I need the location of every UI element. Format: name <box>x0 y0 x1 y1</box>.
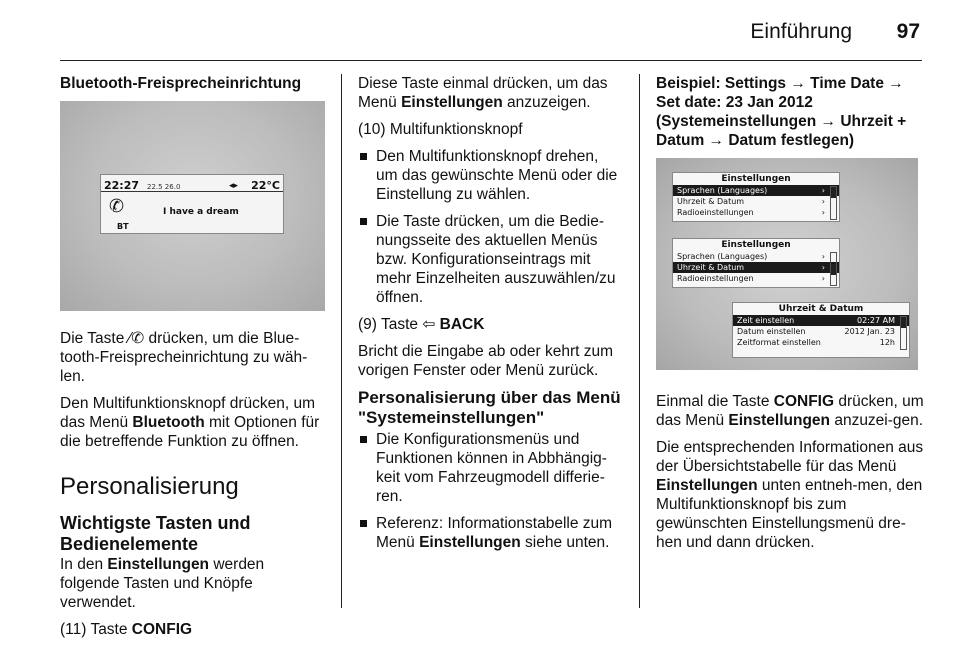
paragraph: Den Multifunktionsknopf drücken, um das Menü Bluetooth mit Optionen für die betreffende Funktion zu öffnen. <box>60 395 320 450</box>
subheading: Personalisierung über das Menü "Systemeinstellungen" <box>358 388 621 427</box>
menu-row: Uhrzeit & Datum › <box>673 262 839 273</box>
chapter-heading: Personalisierung <box>60 473 239 500</box>
back-arrow-icon: ⇦ <box>422 316 436 333</box>
column-3 <box>656 74 926 560</box>
paragraph: Bricht die Eingabe ab oder kehrt zum vorigen Fenster oder Menü zurück. <box>358 343 614 379</box>
chevron-right-icon: › <box>821 208 825 217</box>
volume-indicator-icon: ◂▸ <box>229 181 239 191</box>
menu-row: Zeit einstellen 02:27 AM <box>733 315 909 326</box>
display-time: 22:27 <box>104 179 140 192</box>
paragraph: (11) Taste CONFIG <box>60 621 193 638</box>
list-item: Die Konfigurationsmenüs und Funktionen können in Abbhängig-keit vom Fahrzeugmodell differie-ren. <box>358 430 624 506</box>
lcd-display <box>100 174 284 234</box>
page-header <box>60 0 922 61</box>
menu-row: Uhrzeit & Datum › <box>677 197 825 206</box>
header-title: Einführung <box>750 20 852 43</box>
column-2 <box>358 74 624 560</box>
menu-row: Radioeinstellungen › <box>677 274 825 283</box>
example-heading: Beispiel: Settings → Time Date → Set date: 23 Jan 2012 (Systemeinstellungen → Uhrzeit + Datum → Datum festlegen) <box>656 75 907 149</box>
page-number: 97 <box>896 20 920 43</box>
paragraph: Die entsprechenden Informationen aus der Übersichtstabelle für das Menü Einstellungen unten entneh-men, den Multifunktionsknopf bis zum gewünschten Einstellungsmenü dre-hen und dann drücken. <box>656 439 924 551</box>
display-temperature: 22°C <box>251 179 280 192</box>
column-1 <box>60 74 325 647</box>
scrollbar <box>830 186 837 220</box>
chevron-right-icon: › <box>821 252 825 261</box>
column-divider <box>639 74 640 608</box>
settings-menu-1: Einstellungen Sprachen (Languages) › Uhrzeit & Datum › Radioeinstellungen › <box>672 172 840 222</box>
menu-row: Sprachen (Languages) › <box>673 185 839 196</box>
menu-row: Radioeinstellungen › <box>677 208 825 217</box>
paragraph: Einmal die Taste CONFIG drücken, um das Menü Einstellungen anzuzei-gen. <box>656 393 924 429</box>
display-bt-label: BT <box>117 222 129 231</box>
menu-row: Sprachen (Languages) › <box>677 252 825 261</box>
scrollbar <box>830 252 837 286</box>
chevron-right-icon: › <box>821 197 825 206</box>
paragraph: Diese Taste einmal drücken, um das Menü Einstellungen anzuzeigen. <box>358 75 608 111</box>
section-heading: Bluetooth-Freisprecheinrichtung <box>60 75 302 92</box>
chevron-right-icon: › <box>821 274 825 283</box>
menu-screens-photo <box>656 158 918 370</box>
display-song: I have a dream <box>163 207 239 217</box>
display-photo <box>60 101 325 311</box>
paragraph: (9) Taste ⇦ BACK <box>358 316 485 333</box>
menu-row: Zeitformat einstellen 12h <box>737 338 895 347</box>
scrollbar <box>900 316 907 350</box>
list-item: Die Taste drücken, um die Bedie-nungsseite des aktuellen Menüs bzw. Konfigurationseintrags mit mehr Einzelheiten auszuwählen/zu öffnen. <box>358 212 624 307</box>
list-item: Den Multifunktionsknopf drehen, um das gewünschte Menü oder die Einstellung zu wählen. <box>358 147 624 204</box>
menu-row: Datum einstellen 2012 Jan. 23 <box>737 327 895 336</box>
paragraph: Die Taste ⁄✆ drücken, um die Blue-tooth-Freisprecheinrichtung zu wäh-len. <box>60 330 308 385</box>
column-divider <box>341 74 342 608</box>
list-item: Referenz: Informationstabelle zum Menü Einstellungen siehe unten. <box>358 514 624 552</box>
time-date-menu: Uhrzeit & Datum Zeit einstellen 02:27 AM Datum einstellen 2012 Jan. 23 Zeitformat einstellen 12h <box>732 302 910 358</box>
paragraph: (10) Multifunktionsknopf <box>358 121 523 138</box>
chevron-right-icon: › <box>821 263 825 272</box>
display-status: 22.5 26.0 <box>147 183 181 191</box>
paragraph: In den Einstellungen werden folgende Tasten und Knöpfe verwendet. <box>60 556 265 611</box>
phone-handset-icon: ✆ <box>109 196 125 217</box>
settings-menu-2: Einstellungen Sprachen (Languages) › Uhrzeit & Datum › Radioeinstellungen › <box>672 238 840 288</box>
chevron-right-icon: › <box>821 186 825 195</box>
subheading: Wichtigste Tasten und Bedienelemente <box>60 513 251 554</box>
phone-key-icon: ⁄✆ <box>128 330 145 347</box>
